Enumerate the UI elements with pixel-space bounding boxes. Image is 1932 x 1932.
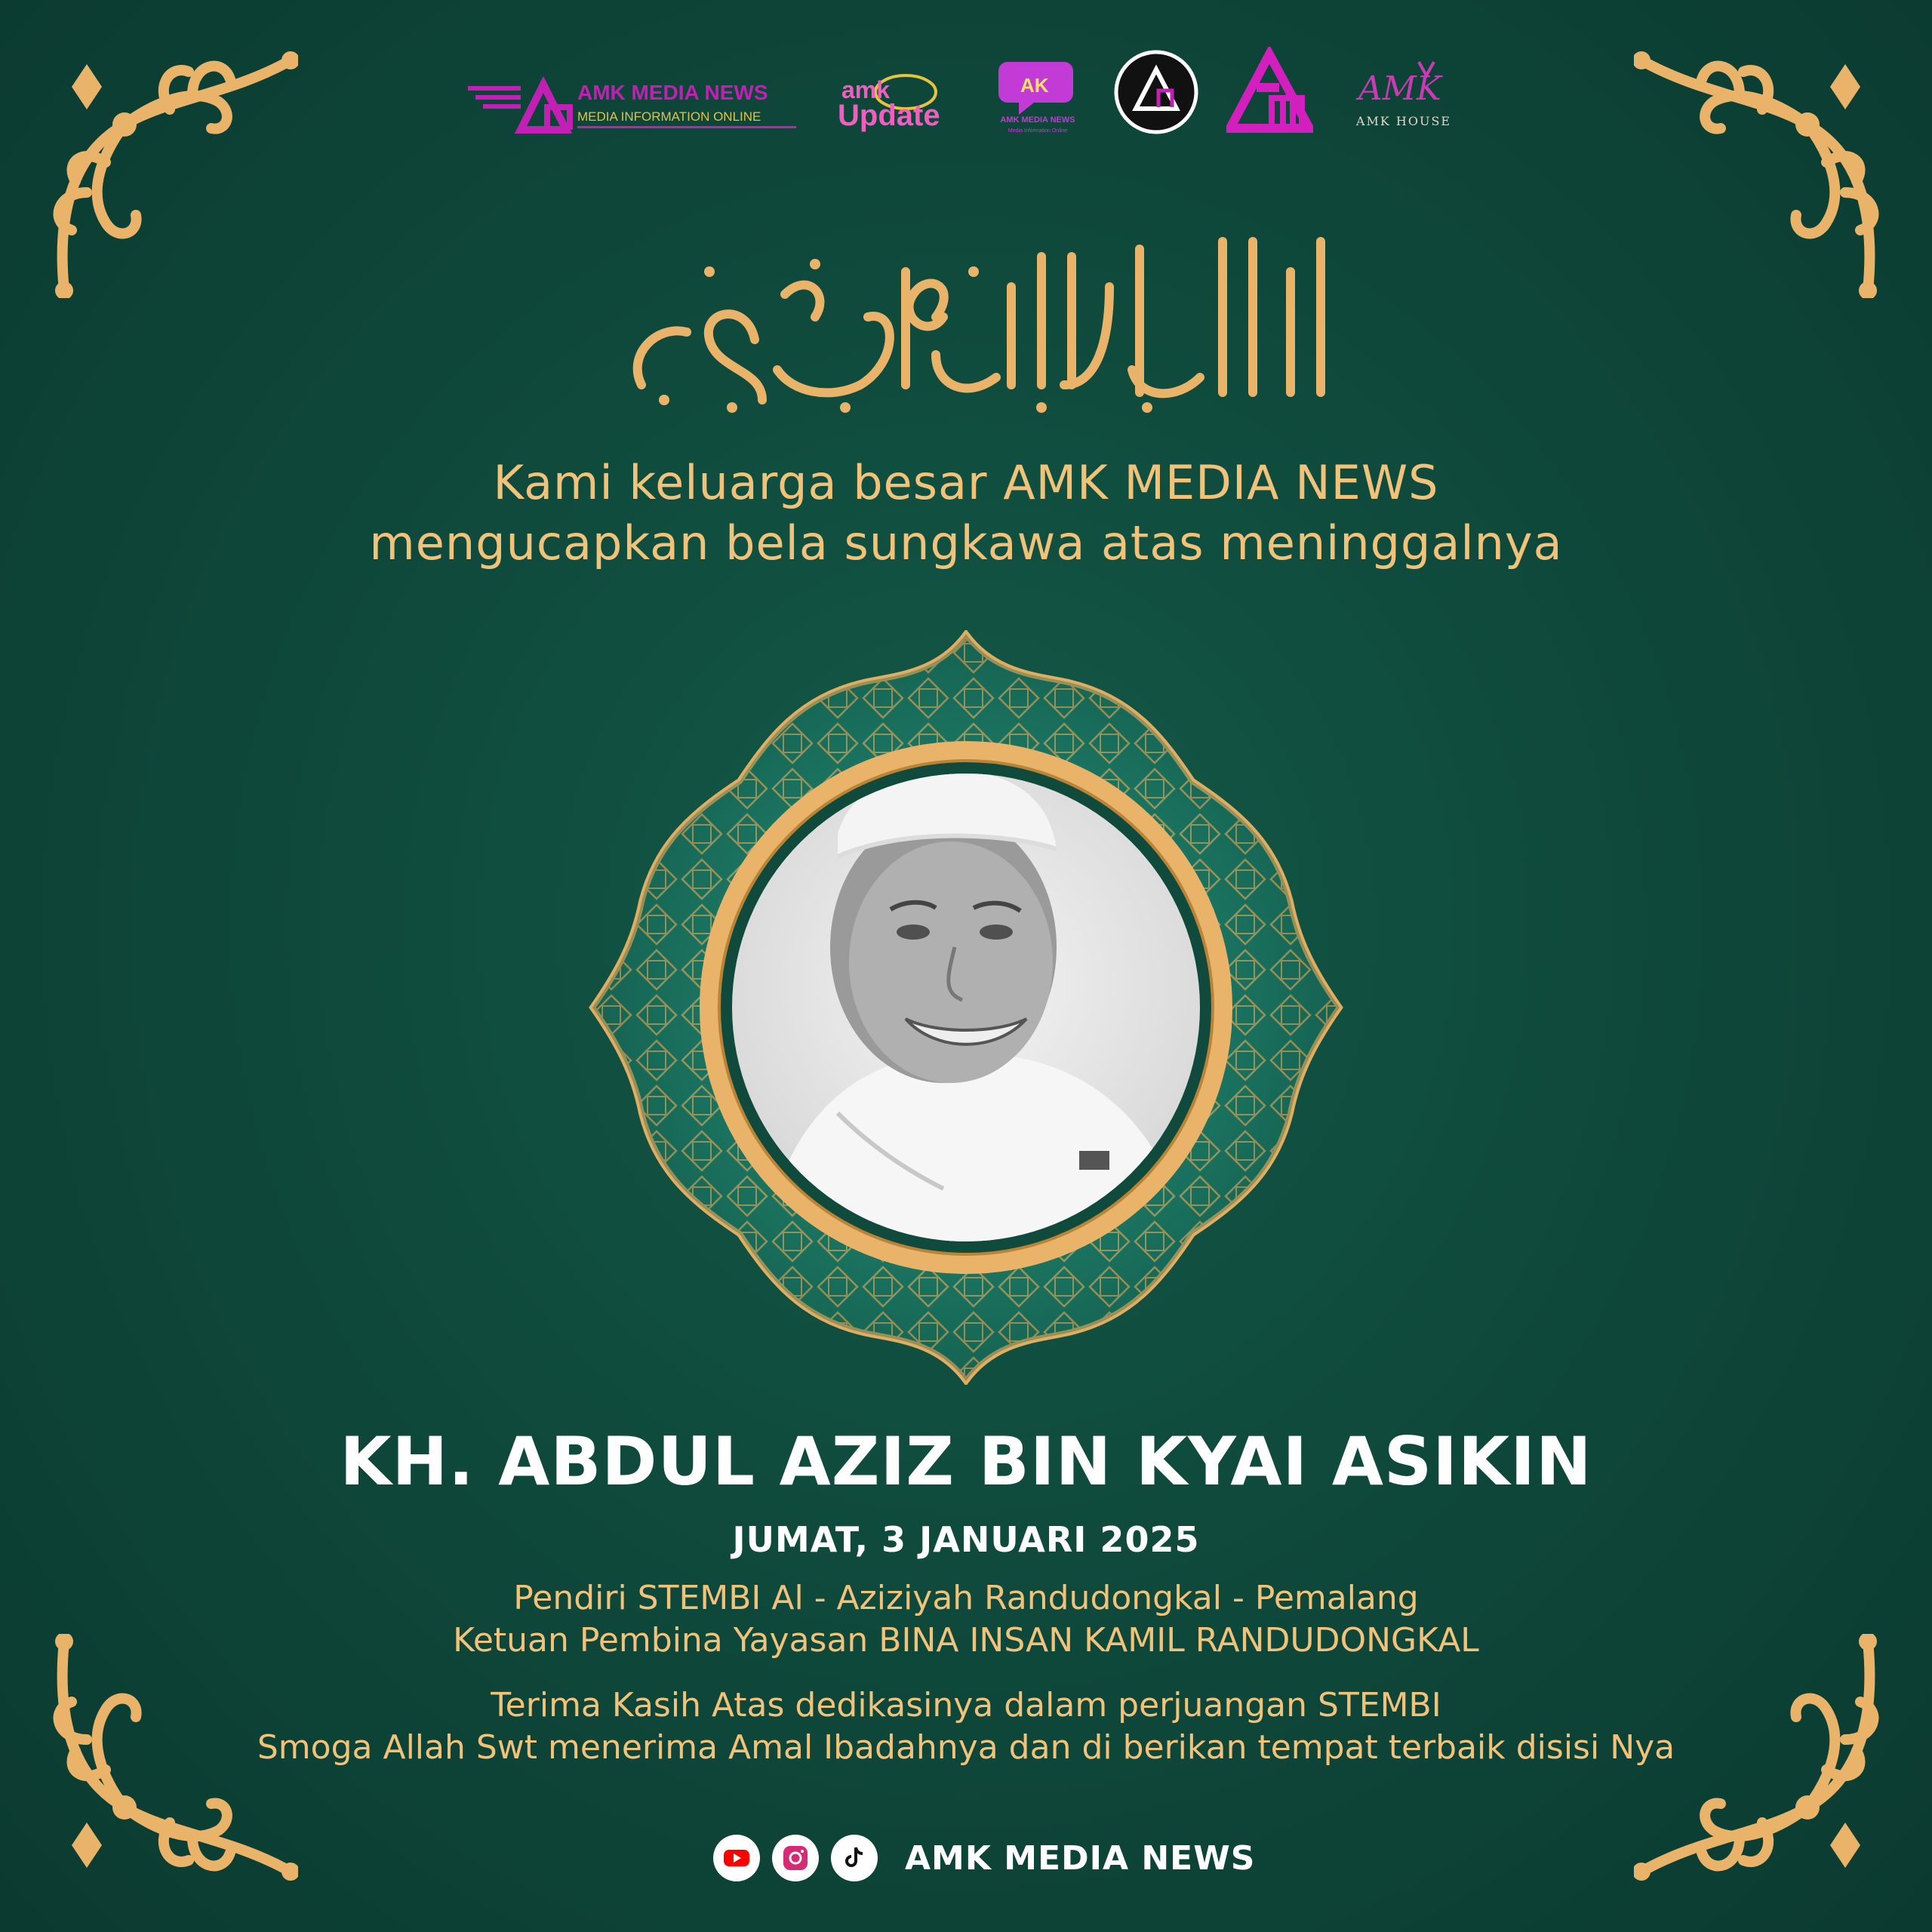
role-line-1: Pendiri STEMBI Al - Aziziyah Randudongkal - Pemalang — [513, 1579, 1419, 1617]
message-line-2: Smoga Allah Swt menerima Amal Ibadahnya dan di berikan tempat terbaik disisi Nya — [257, 1728, 1675, 1767]
amk-house-logo — [1347, 47, 1460, 137]
svg-text:AMK: AMK — [1358, 69, 1441, 108]
amk-badge-logo — [989, 47, 1087, 137]
portrait-frame — [589, 630, 1343, 1385]
amk-media-news-logo-title: AMK MEDIA NEWS — [577, 81, 768, 104]
tiktok-icon[interactable] — [831, 1835, 878, 1881]
role-line-2: Ketuan Pembina Yayasan BINA INSAN KAMIL RANDUDONGKAL — [453, 1621, 1479, 1660]
amk-triangle-logo — [1226, 47, 1313, 137]
social-footer — [713, 1832, 1255, 1884]
date-of-passing: JUMAT, 3 JANUARI 2025 — [732, 1519, 1200, 1560]
amk-media-news-logo-tagline: MEDIA INFORMATION ONLINE — [577, 109, 761, 124]
instagram-icon[interactable] — [772, 1835, 819, 1881]
amk-house-logo-text: AMK HOUSE — [1355, 114, 1452, 128]
amk-update-logo-top: amk — [841, 76, 891, 103]
deceased-roles — [0, 1577, 1932, 1662]
amk-update-logo — [834, 47, 947, 137]
svg-text:AK: AK — [1020, 74, 1049, 97]
arabic-calligraphy — [619, 226, 1343, 423]
intro-line-2: mengucapkan bela sungkawa atas meninggalnya — [369, 515, 1563, 571]
amk-badge-logo-tagline: Media Information Online — [1008, 128, 1068, 134]
intro-line-1: Kami keluarga besar AMK MEDIA NEWS — [493, 455, 1439, 510]
youtube-icon[interactable] — [713, 1835, 760, 1881]
amk-round-emblem-logo — [1113, 47, 1200, 137]
sponsor-logo-row — [0, 47, 1932, 145]
footer-brand: AMK MEDIA NEWS — [905, 1838, 1256, 1878]
deceased-name: KH. ABDUL AZIZ BIN KYAI ASIKIN — [340, 1423, 1592, 1500]
message-line-1: Terima Kasih Atas dedikasinya dalam perjuangan STEMBI — [491, 1686, 1441, 1724]
closing-message — [0, 1684, 1932, 1769]
condolence-intro — [0, 453, 1932, 574]
amk-update-logo-bottom: Update — [838, 99, 940, 132]
amk-media-news-logo — [468, 47, 800, 137]
amk-badge-logo-title: AMK MEDIA NEWS — [1000, 115, 1075, 125]
